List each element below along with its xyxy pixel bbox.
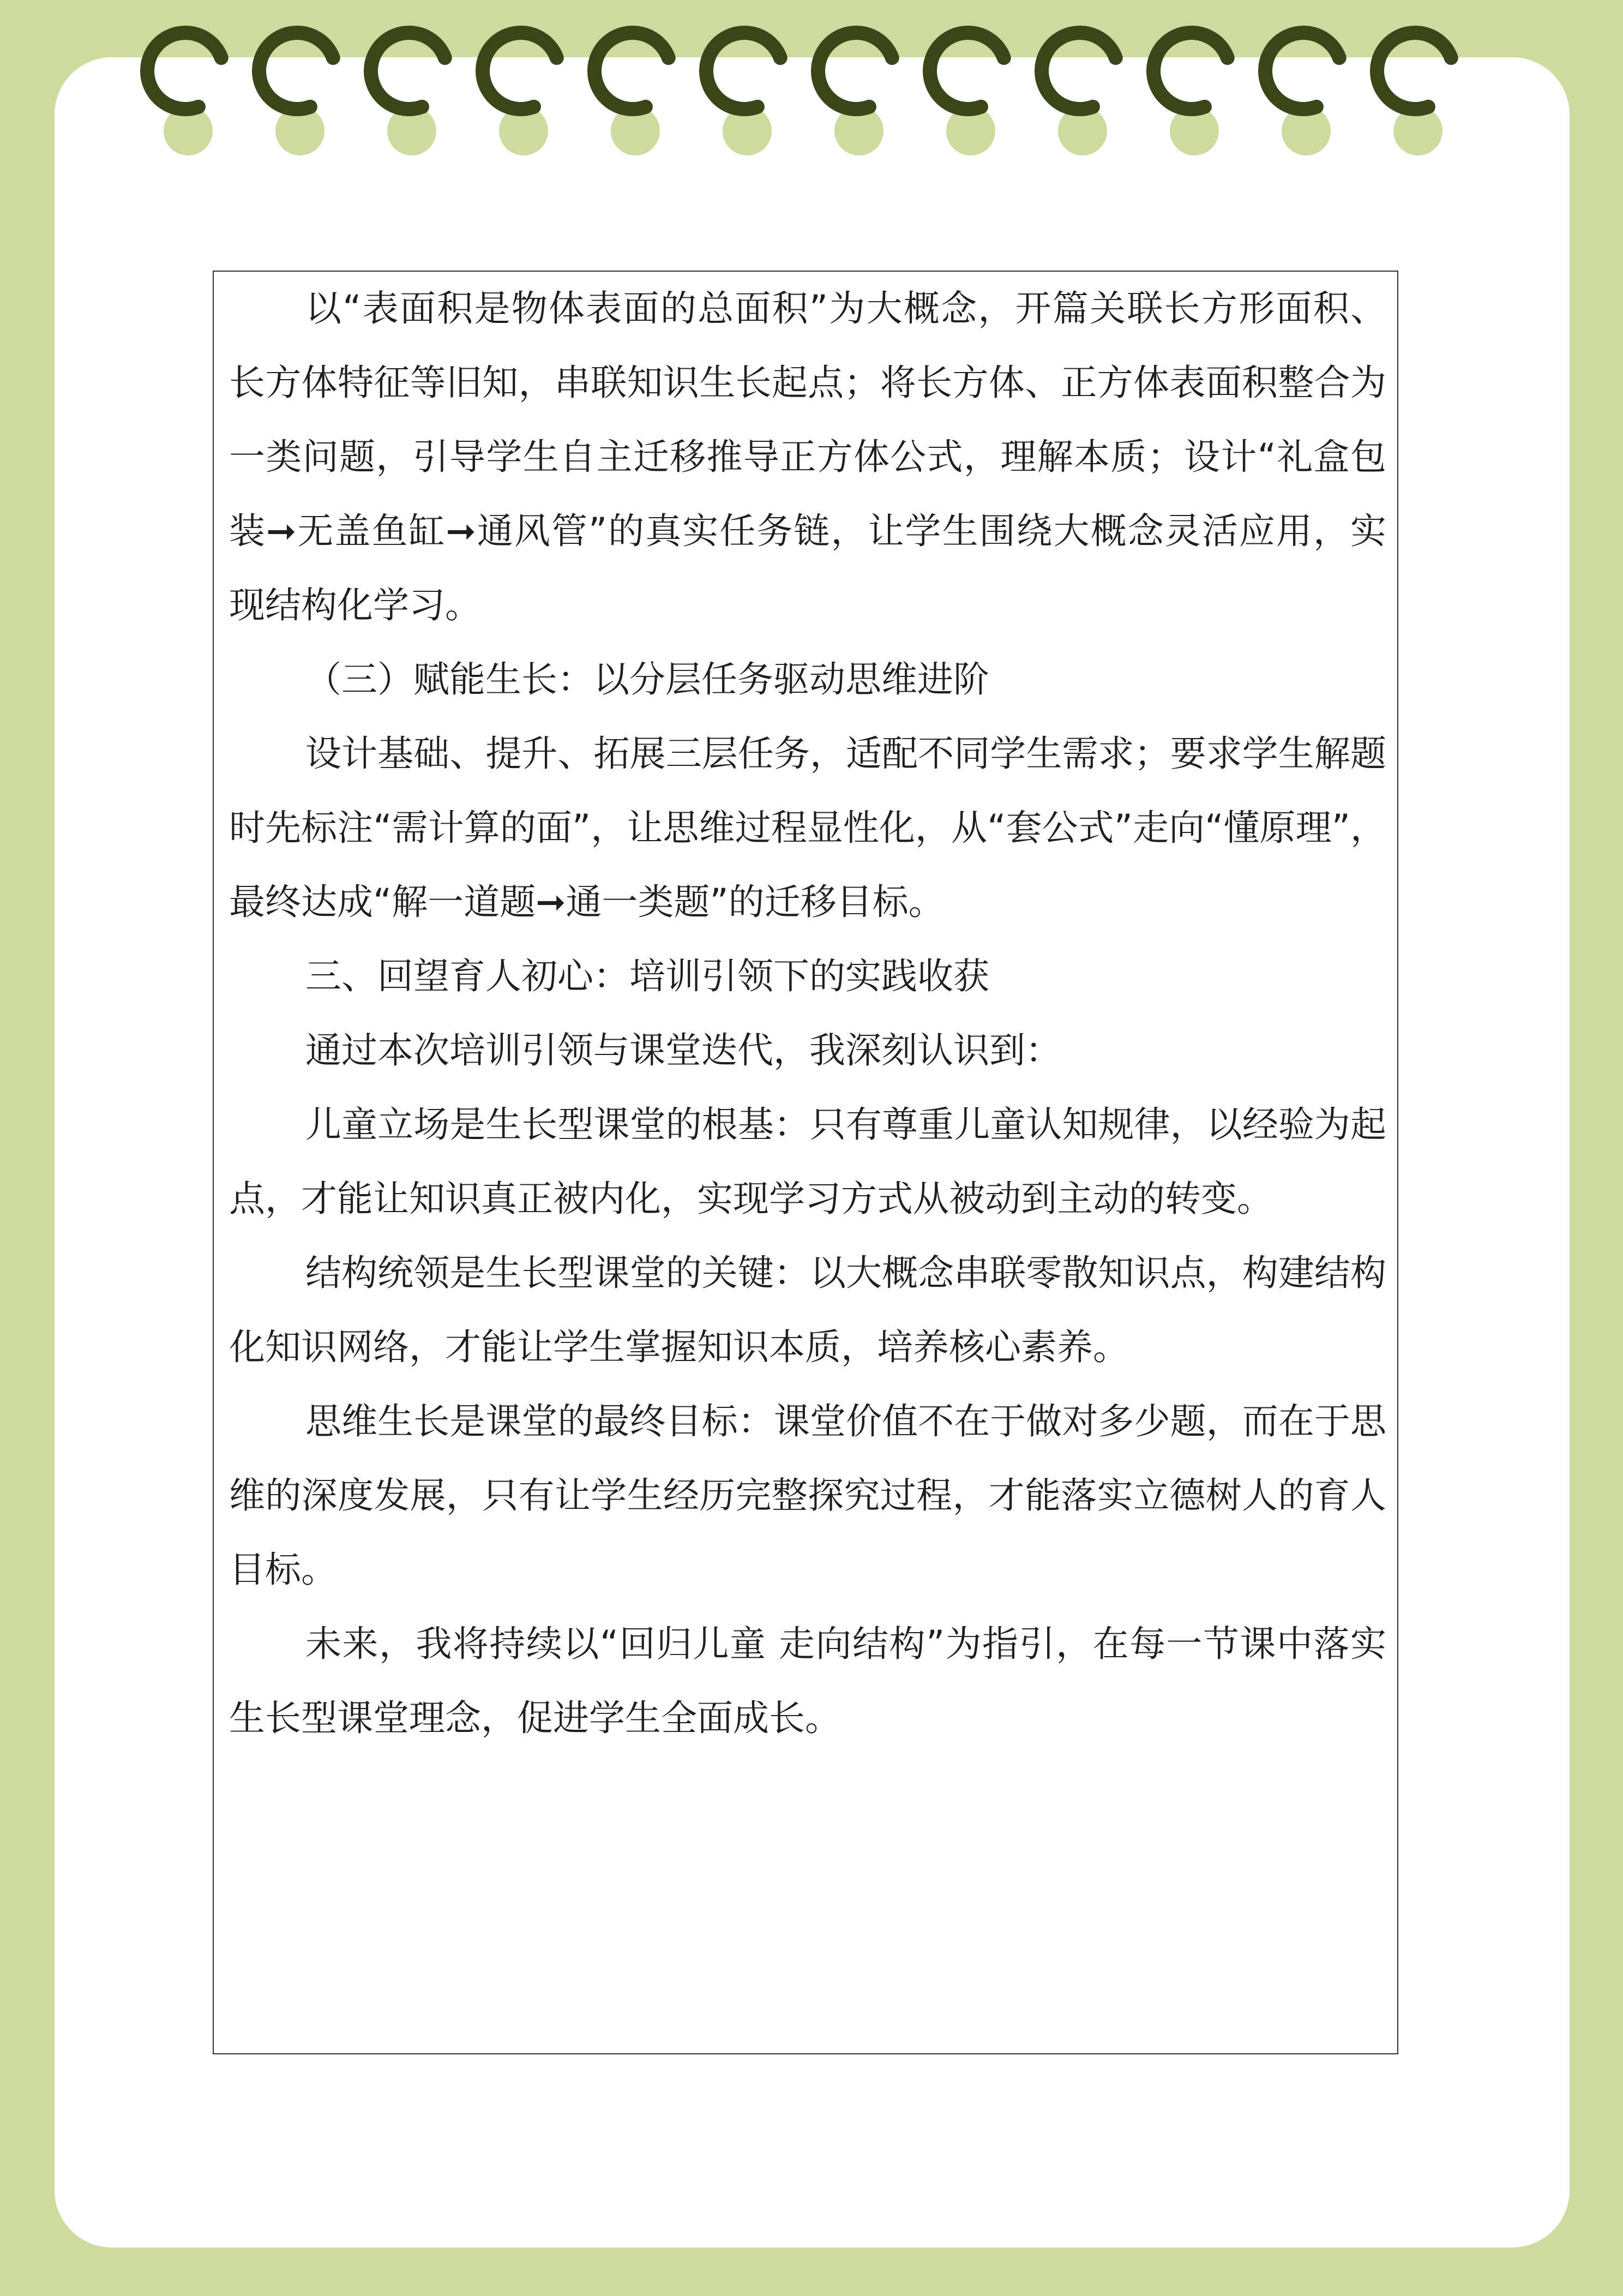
binding-wire (818, 33, 892, 109)
paragraph-realization-intro: 通过本次培训引领与课堂迭代，我深刻认识到： (305, 1029, 1061, 1071)
binding-wire (371, 33, 445, 109)
spiral-ring-icon (1153, 33, 1228, 155)
spiral-ring-icon (1042, 33, 1116, 155)
spiral-ring-icon (259, 33, 333, 155)
paragraph-structure-lead: 结构统领是生长型课堂的关键：以大概念串联零散知识点，构建结构化知识网络，才能让学生掌握知识本质，培养核心素养。 (229, 1252, 1386, 1368)
binding-wire (483, 33, 557, 109)
binding-wire (1042, 33, 1116, 109)
spiral-ring-icon (371, 33, 445, 155)
spiral-ring-icon (818, 33, 892, 155)
spiral-ring-icon (483, 33, 557, 155)
spiral-ring-icon (594, 33, 669, 155)
paragraph-child-position: 儿童立场是生长型课堂的根基：只有尊重儿童认知规律，以经验为起点，才能让知识真正被内化，实现学习方式从被动到主动的转变。 (229, 1104, 1386, 1220)
paragraph-big-concept: 以“表面积是物体表面的总面积”为大概念，开篇关联长方形面积、长方体特征等旧知，串联知识生长起点；将长方体、正方体表面积整合为一类问题，引导学生自主迁移推导正方体公式，理解本质；设计“礼盒包装➞无盖鱼缸➞通风管”的真实任务链，让学生围绕大概念灵活应用，实现结构化学习。 (229, 287, 1386, 626)
paragraph-future: 未来，我将持续以“回归儿童 走向结构”为指引，在每一节课中落实生长型课堂理念，促进学生全面成长。 (229, 1623, 1386, 1739)
binding-wire (147, 33, 221, 109)
binding-wire (706, 33, 780, 109)
binding-wire (594, 33, 669, 109)
text-frame (213, 271, 1398, 2054)
paragraph-layered-tasks: 设计基础、提升、拓展三层任务，适配不同学生需求；要求学生解题时先标注“需计算的面”，让思维过程显性化，从“套公式”走向“懂原理”，最终达成“解一道题➞通一类题”的迁移目标。 (229, 733, 1386, 923)
section-heading-harvest: 三、回望育人初心：培训引领下的实践收获 (305, 955, 989, 997)
spiral-ring-icon (930, 33, 1004, 155)
binding-wire (930, 33, 1004, 109)
paragraph-thinking-growth: 思维生长是课堂的最终目标：课堂价值不在于做对多少题，而在于思维的深度发展，只有让学生经历完整探究过程，才能落实立德树人的育人目标。 (229, 1400, 1386, 1591)
binding-wire (1265, 33, 1339, 109)
spiral-ring-icon (147, 33, 221, 155)
spiral-ring-icon (706, 33, 780, 155)
spiral-ring-icon (1377, 33, 1451, 155)
section-heading-empower-growth: （三）赋能生长：以分层任务驱动思维进阶 (305, 658, 989, 700)
binding-wire (259, 33, 333, 109)
binding-wire (1153, 33, 1228, 109)
spiral-binding (0, 0, 1623, 164)
spiral-ring-icon (1265, 33, 1339, 155)
binding-wire (1377, 33, 1451, 109)
